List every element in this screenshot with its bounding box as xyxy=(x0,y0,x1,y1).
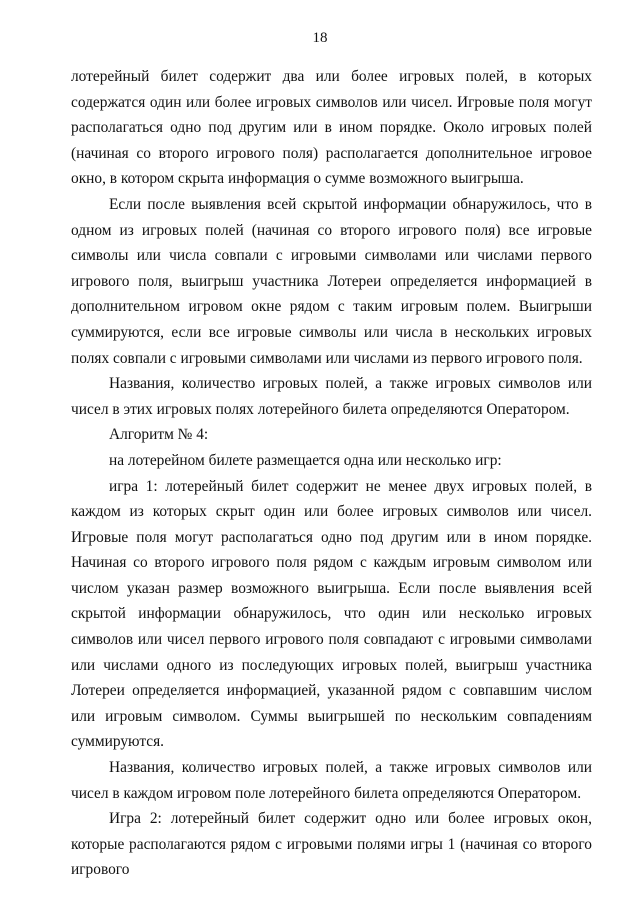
paragraph-game-1: игра 1: лотерейный билет содержит не менее двух игровых полей, в каждом из которых скрыт один или более игровых символов или чисел. Игровые поля могут располагаться одно под другим или в ином порядке. Начиная со второго игрового поля рядом с каждым игровым символом или числом указан размер возможного выигрыша. Если после выявления всей скрытой информации обнаружилось, что один или несколько игровых символов или чисел первого игрового поля совпадают с игровыми символами или числами одного из последующих игровых полей, выигрыш участника Лотереи определяется информацией, указанной рядом с совпавшим числом или игровым символом. Суммы выигрышей по нескольким совпадениям суммируются. xyxy=(71,477,592,751)
algorithm-heading: Алгоритм № 4: xyxy=(109,426,209,444)
paragraph-continuation: лотерейный билет содержит два или более игровых полей, в которых содержатся один или более игровых символов или чисел. Игровые поля могут располагаться одно под другим или в ином порядке. Около игровых полей (начиная со второго игрового поля) располагается дополнительное игровое окно, в котором скрыта информация о сумме возможного выигрыша. xyxy=(71,68,592,188)
page-body xyxy=(71,64,592,883)
paragraph-operator-definition-2: Названия, количество игровых полей, а также игровых символов или чисел в каждом игровом поле лотерейного билета определяются Оператором. xyxy=(71,759,592,802)
paragraph-operator-definition: Названия, количество игровых полей, а также игровых символов или чисел в этих игровых полях лотерейного билета определяются Оператором. xyxy=(71,375,592,418)
page-number: 18 xyxy=(312,30,328,46)
paragraph-hidden-info-rule: Если после выявления всей скрытой информации обнаружилось, что в одном из игровых полей (начиная со второго игрового поля) все игровые символы или числа совпали с игровыми символами или числами первого игрового поля, выигрыш участника Лотереи определяется информацией в дополнительном игровом окне рядом с таким игровым полем. Выигрыши суммируются, если все игровые символы или числа в нескольких игровых полях совпали с игровыми символами или числами из первого игрового поля. xyxy=(71,195,592,367)
paragraph-game-2: Игра 2: лотерейный билет содержит одно или более игровых окон, которые располагаются рядом с игровыми полями игры 1 (начиная со второго игрового xyxy=(71,810,592,879)
paragraph-games-intro: на лотерейном билете размещается одна или несколько игр: xyxy=(109,451,502,469)
